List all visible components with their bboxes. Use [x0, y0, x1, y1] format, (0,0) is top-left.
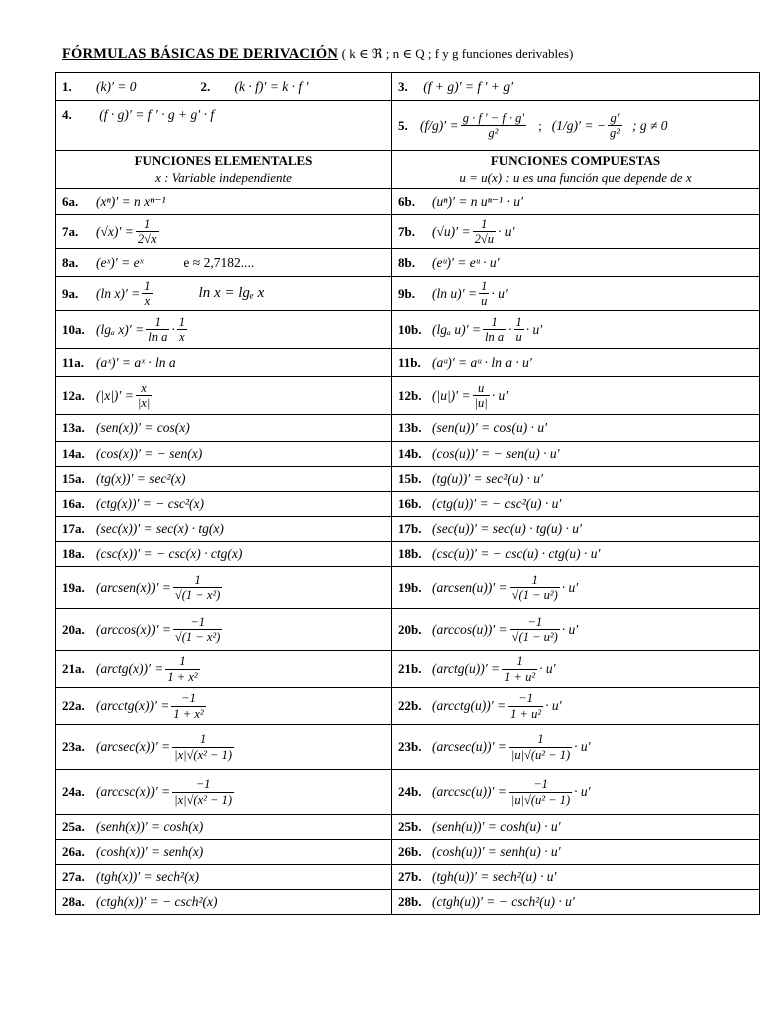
cell-elemental	[56, 865, 392, 890]
fraction-denominator: u	[481, 294, 488, 308]
header-title: FUNCIONES ELEMENTALES	[134, 153, 313, 169]
formula: (eᵘ)′ = eᵘ · u′	[432, 254, 500, 270]
cell-compuesta	[392, 815, 760, 840]
formula: (tgh(u))′ = sech²(u) · u′	[432, 869, 557, 884]
cell-elemental	[56, 415, 392, 442]
table-row	[56, 609, 760, 651]
formula: (senh(x))′ = cosh(x)	[96, 819, 204, 834]
formula: (cosh(x))′ = senh(x)	[96, 844, 204, 859]
formula: (sen(x))′ = cos(x)	[96, 420, 190, 435]
cell-compuesta	[392, 349, 760, 377]
cell-elemental	[56, 609, 392, 651]
fraction-numerator: x	[141, 380, 147, 395]
fraction-denominator: √(1 − u²)	[511, 588, 558, 602]
cell-elemental	[56, 277, 392, 311]
cell-elemental	[56, 311, 392, 349]
cell-elemental	[56, 688, 392, 725]
formula: (sec(u))′ = sec(u) · tg(u) · u′	[432, 521, 582, 536]
formula-number: 16b.	[398, 496, 422, 511]
header-subtitle: u = u(x) : u es una función que depende de x	[459, 169, 692, 185]
cell-elemental	[56, 349, 392, 377]
fraction-numerator: −1	[533, 777, 548, 792]
fraction-denominator: u	[515, 330, 522, 344]
formula-number: 20b.	[398, 621, 422, 637]
fraction-denominator: ln a	[148, 330, 168, 344]
formula-lhs: (ln u)′ =	[432, 285, 478, 301]
formula-number: 11b.	[398, 354, 421, 370]
formula-number: 17b.	[398, 521, 422, 536]
formula-rhs: · u′	[539, 661, 556, 676]
table-row	[56, 542, 760, 567]
table-header-row	[56, 151, 760, 189]
formula-rhs: · u′	[491, 285, 508, 301]
formula-number: 23a.	[62, 739, 85, 754]
formula-rhs: · u′	[525, 321, 543, 337]
formula: (uⁿ)′ = n uⁿ⁻¹ · u′	[432, 193, 523, 209]
fraction	[173, 573, 222, 603]
formula-lhs: (arctg(x))′ =	[96, 661, 164, 676]
formula-lhs: (arcsen(u))′ =	[432, 579, 508, 595]
formula-lhs: (arctg(u))′ =	[432, 661, 501, 676]
formula-note: e ≈ 2,7182....	[183, 254, 255, 270]
fraction-numerator: 1	[144, 216, 151, 231]
formula: (cos(u))′ = − sen(u) · u′	[432, 446, 560, 461]
formula-number: 11a.	[62, 354, 85, 370]
fraction-numerator: 1	[516, 654, 523, 669]
formula-number: 8a.	[62, 254, 79, 270]
formula: (senh(u))′ = cosh(u) · u′	[432, 819, 561, 834]
fraction	[473, 217, 496, 247]
multiply-dot: ·	[508, 321, 512, 337]
formula-number: 17a.	[62, 521, 85, 536]
formula-number: 26b.	[398, 844, 422, 859]
cell-elemental	[56, 815, 392, 840]
cell-compuesta	[392, 542, 760, 567]
formula-number: 25a.	[62, 819, 85, 834]
formula-lhs: (lgₐ u)′ =	[432, 321, 482, 337]
formula-5b-fraction	[608, 111, 622, 141]
formula-number: 14a.	[62, 446, 85, 461]
header-compuestas	[392, 151, 760, 189]
formula-rhs: · u′	[574, 784, 591, 799]
cell-elemental	[56, 492, 392, 517]
formula: (cos(x))′ = − sen(x)	[96, 446, 203, 461]
formula-number: 23b.	[398, 739, 422, 754]
formula-number: 22a.	[62, 698, 85, 713]
formula-number: 9a.	[62, 285, 79, 301]
cell-compuesta	[392, 865, 760, 890]
formula: (ctgh(x))′ = − csch²(x)	[96, 894, 218, 909]
cell-elemental	[56, 567, 392, 609]
formula: (tg(x))′ = sec²(x)	[96, 471, 186, 486]
formula-number: 12b.	[398, 387, 422, 403]
formula-number: 24b.	[398, 784, 422, 799]
fraction-denominator: 1 + x²	[167, 669, 198, 684]
formula-number: 7a.	[62, 223, 79, 239]
fraction-denominator: √(1 − u²)	[511, 630, 558, 644]
fraction	[509, 732, 572, 762]
table-row	[56, 249, 760, 277]
formula-lhs: (arcctg(x))′ =	[96, 698, 170, 713]
cell-basic-1-2	[56, 73, 392, 101]
table-row	[56, 349, 760, 377]
formula: (csc(u))′ = − csc(u) · ctg(u) · u′	[432, 546, 601, 561]
formula-number: 20a.	[62, 621, 85, 637]
cell-compuesta	[392, 415, 760, 442]
formula-rhs: · u′	[497, 223, 515, 239]
formula: (eˣ)′ = eˣ	[96, 254, 144, 270]
cell-compuesta	[392, 189, 760, 215]
formula-rhs: · u′	[545, 698, 562, 713]
table-row	[56, 415, 760, 442]
cell-compuesta	[392, 311, 760, 349]
fraction	[172, 732, 234, 762]
title-main: FÓRMULAS BÁSICAS DE DERIVACIÓN	[62, 46, 339, 62]
table-row	[56, 890, 760, 915]
formula-number: 12a.	[62, 387, 85, 403]
derivatives-table	[55, 72, 760, 915]
formula-lhs: (ln x)′ =	[96, 285, 141, 301]
fraction-numerator: 1	[515, 314, 522, 329]
formula-lhs: (arccos(x))′ =	[96, 621, 171, 637]
table-row	[56, 73, 760, 101]
formula-number: 13b.	[398, 420, 422, 435]
table-row	[56, 101, 760, 151]
fraction-numerator: −1	[190, 614, 205, 629]
fraction	[473, 381, 490, 411]
formula-lhs: (√x)′ =	[96, 223, 134, 239]
fraction	[136, 381, 152, 411]
formula-number: 18b.	[398, 546, 422, 561]
fraction-denominator: √(1 − x²)	[174, 630, 221, 644]
formula: (ctg(x))′ = − csc²(x)	[96, 496, 205, 511]
fraction-numerator: 1	[194, 572, 201, 587]
header-subtitle: x : Variable independiente	[155, 169, 292, 185]
formula-lhs: (√u)′ =	[432, 223, 471, 239]
fraction-numerator: 1	[537, 732, 544, 747]
formula-number: 8b.	[398, 254, 415, 270]
formula: (ctgh(u))′ = − csch²(u) · u′	[432, 894, 575, 909]
cell-compuesta	[392, 492, 760, 517]
formula-number: 28a.	[62, 894, 85, 909]
formula-number: 2.	[200, 78, 211, 94]
cell-elemental	[56, 651, 392, 688]
fraction-denominator: |u|√(u² − 1)	[510, 747, 571, 762]
cell-elemental	[56, 467, 392, 492]
cell-compuesta	[392, 725, 760, 770]
cell-compuesta	[392, 215, 760, 249]
table-row	[56, 567, 760, 609]
fraction-denominator: 2√x	[137, 232, 157, 246]
header-elementales	[56, 151, 392, 189]
fraction-numerator: −1	[518, 691, 533, 706]
fraction-numerator: −1	[181, 691, 196, 706]
formula-number: 26a.	[62, 844, 85, 859]
formula-lhs: (arcsec(u))′ =	[432, 739, 507, 754]
fraction-numerator: 1	[481, 278, 488, 293]
formula-number: 27a.	[62, 869, 85, 884]
fraction	[165, 654, 199, 684]
fraction	[479, 279, 489, 309]
formula-number: 6b.	[398, 193, 415, 209]
table-row	[56, 688, 760, 725]
formula: (tg(u))′ = sec²(u) · u′	[432, 471, 543, 486]
fraction-denominator: x	[177, 329, 187, 344]
formula-4: (f · g)′ = f ′ · g + g′ · f	[99, 107, 215, 122]
formula: (xⁿ)′ = n xⁿ⁻¹	[96, 193, 166, 209]
title-conditions: ( k ∈ ℜ ; n ∈ Q ; f y g funciones derivables)	[341, 46, 574, 61]
fraction-denominator: |x|	[137, 396, 151, 410]
cell-compuesta	[392, 442, 760, 467]
formula-rhs: · u′	[491, 387, 509, 403]
formula-5-fraction	[461, 111, 526, 141]
formula-lhs: (arcsen(x))′ =	[96, 579, 171, 595]
formula-number: 27b.	[398, 869, 422, 884]
fraction	[510, 573, 560, 603]
table-row	[56, 815, 760, 840]
cell-compuesta	[392, 467, 760, 492]
formula-lhs: (|u|)′ =	[432, 387, 471, 403]
fraction	[142, 279, 152, 309]
cell-compuesta	[392, 277, 760, 311]
fraction-denominator: 1 + x²	[173, 706, 204, 721]
table-row	[56, 492, 760, 517]
formula-number: 24a.	[62, 784, 85, 799]
cell-basic-5	[392, 101, 760, 151]
formula-number: 9b.	[398, 285, 415, 301]
fraction	[514, 315, 524, 345]
cell-elemental	[56, 189, 392, 215]
formula-note: ln x = lgₑ x	[198, 285, 265, 301]
table-row	[56, 865, 760, 890]
formula: (tgh(x))′ = sech²(x)	[96, 869, 200, 884]
formula-rhs: · u′	[574, 739, 591, 754]
fraction	[173, 615, 222, 645]
table-row	[56, 377, 760, 415]
cell-elemental	[56, 725, 392, 770]
fraction-denominator: |x|√(x² − 1)	[174, 747, 232, 762]
table-row	[56, 467, 760, 492]
formula-rhs: · u′	[561, 579, 579, 595]
fraction	[146, 315, 169, 345]
fraction-numerator: 1	[199, 732, 207, 747]
fraction	[483, 315, 506, 345]
fraction-numerator: g′	[610, 110, 620, 125]
fraction-denominator: |x|√(x² − 1)	[174, 792, 232, 807]
separator: ;	[538, 117, 542, 133]
cell-compuesta	[392, 517, 760, 542]
table-row	[56, 442, 760, 467]
formula-number: 15b.	[398, 471, 422, 486]
formula: (sen(u))′ = cos(u) · u′	[432, 420, 548, 435]
formula: (ctg(u))′ = − csc²(u) · u′	[432, 496, 562, 511]
formula-number: 19a.	[62, 579, 85, 595]
table-row	[56, 215, 760, 249]
table-row	[56, 311, 760, 349]
formula-1: (k)′ = 0	[96, 78, 137, 94]
formula-number: 22b.	[398, 698, 422, 713]
table-row	[56, 517, 760, 542]
fraction-numerator: 1	[481, 216, 488, 231]
formula-number: 10a.	[62, 321, 85, 337]
cell-compuesta	[392, 890, 760, 915]
fraction-numerator: g · f ′ − f · g′	[462, 110, 525, 125]
formula-lhs: (lgₐ x)′ =	[96, 321, 145, 337]
cell-basic-4	[56, 101, 392, 151]
fraction-numerator: 1	[491, 314, 498, 329]
formula-rhs: · u′	[561, 621, 579, 637]
fraction-denominator: 1 + u²	[510, 706, 542, 721]
fraction-numerator: −1	[195, 777, 211, 792]
fraction	[136, 217, 159, 247]
formula-number: 19b.	[398, 579, 422, 595]
cell-elemental	[56, 890, 392, 915]
fraction-denominator: g²	[609, 126, 620, 140]
formula-number: 10b.	[398, 321, 422, 337]
cell-elemental	[56, 517, 392, 542]
cell-basic-3	[392, 73, 760, 101]
table-row	[56, 189, 760, 215]
formula-lhs: (arccsc(x))′ =	[96, 784, 171, 799]
formula-3: (f + g)′ = f ′ + g′	[423, 78, 514, 94]
formula-number: 6a.	[62, 193, 79, 209]
table-row	[56, 770, 760, 815]
fraction-denominator: |u|√(u² − 1)	[510, 792, 571, 807]
fraction	[508, 691, 543, 721]
cell-elemental	[56, 249, 392, 277]
fraction-numerator: 1	[178, 314, 185, 329]
condition: ; g ≠ 0	[631, 117, 668, 133]
cell-compuesta	[392, 770, 760, 815]
formula-number: 4.	[62, 107, 72, 122]
formula-lhs: (arcsec(x))′ =	[96, 739, 171, 754]
fraction-denominator: x	[142, 293, 152, 308]
cell-elemental	[56, 442, 392, 467]
fraction-denominator: ln a	[485, 330, 505, 344]
page-title	[62, 46, 573, 63]
formula-number: 7b.	[398, 223, 415, 239]
cell-compuesta	[392, 651, 760, 688]
fraction	[172, 777, 234, 807]
formula-number: 1.	[62, 78, 72, 94]
multiply-dot: ·	[171, 321, 175, 337]
formula-number: 21b.	[398, 661, 422, 676]
formula-2: (k · f)′ = k · f ′	[234, 78, 309, 94]
fraction	[177, 315, 187, 345]
fraction-denominator: √(1 − x²)	[174, 588, 221, 602]
cell-elemental	[56, 542, 392, 567]
formula: (sec(x))′ = sec(x) · tg(x)	[96, 521, 224, 536]
header-title: FUNCIONES COMPUESTAS	[490, 153, 661, 169]
table-row	[56, 651, 760, 688]
cell-compuesta	[392, 688, 760, 725]
fraction	[502, 654, 537, 684]
formula-lhs: (arccsc(u))′ =	[432, 784, 507, 799]
formula-number: 25b.	[398, 819, 422, 834]
formula: (cosh(u))′ = senh(u) · u′	[432, 844, 561, 859]
formula-number: 3.	[398, 78, 408, 94]
cell-compuesta	[392, 377, 760, 415]
formula-lhs: (|x|)′ =	[96, 387, 134, 403]
table-row	[56, 725, 760, 770]
cell-elemental	[56, 770, 392, 815]
formula-number: 13a.	[62, 420, 85, 435]
cell-compuesta	[392, 609, 760, 651]
fraction-numerator: 1	[179, 654, 186, 669]
formula: (aᵘ)′ = aᵘ · ln a · u′	[432, 354, 532, 370]
fraction-denominator: |u|	[474, 396, 488, 410]
fraction	[509, 777, 572, 807]
fraction	[171, 691, 205, 721]
fraction-numerator: u	[478, 380, 485, 395]
formula-number: 16a.	[62, 496, 85, 511]
fraction-denominator: 1 + u²	[504, 669, 536, 684]
cell-compuesta	[392, 567, 760, 609]
formula-number: 21a.	[62, 661, 85, 676]
cell-elemental	[56, 215, 392, 249]
formula: (csc(x))′ = − csc(x) · ctg(x)	[96, 546, 243, 561]
fraction-numerator: −1	[527, 614, 543, 629]
formula-5-lhs: (f/g)′ =	[420, 117, 459, 133]
cell-compuesta	[392, 840, 760, 865]
fraction-denominator: g²	[461, 125, 526, 140]
formula-lhs: (arcctg(u))′ =	[432, 698, 507, 713]
fraction	[510, 615, 560, 645]
formula-number: 28b.	[398, 894, 422, 909]
formula-number: 5.	[398, 117, 408, 133]
table-row	[56, 840, 760, 865]
fraction-denominator: 2√u	[474, 232, 494, 246]
formula-number: 14b.	[398, 446, 422, 461]
fraction-numerator: 1	[154, 314, 161, 329]
formula-number: 15a.	[62, 471, 85, 486]
table-row	[56, 277, 760, 311]
fraction-numerator: 1	[531, 572, 538, 587]
formula-lhs: (arccos(u))′ =	[432, 621, 508, 637]
cell-compuesta	[392, 249, 760, 277]
fraction-numerator: 1	[144, 278, 151, 293]
formula: (aˣ)′ = aˣ · ln a	[96, 354, 176, 370]
cell-elemental	[56, 377, 392, 415]
formula-number: 18a.	[62, 546, 85, 561]
cell-elemental	[56, 840, 392, 865]
formula-5b-lhs: (1/g)′ = −	[551, 117, 606, 133]
